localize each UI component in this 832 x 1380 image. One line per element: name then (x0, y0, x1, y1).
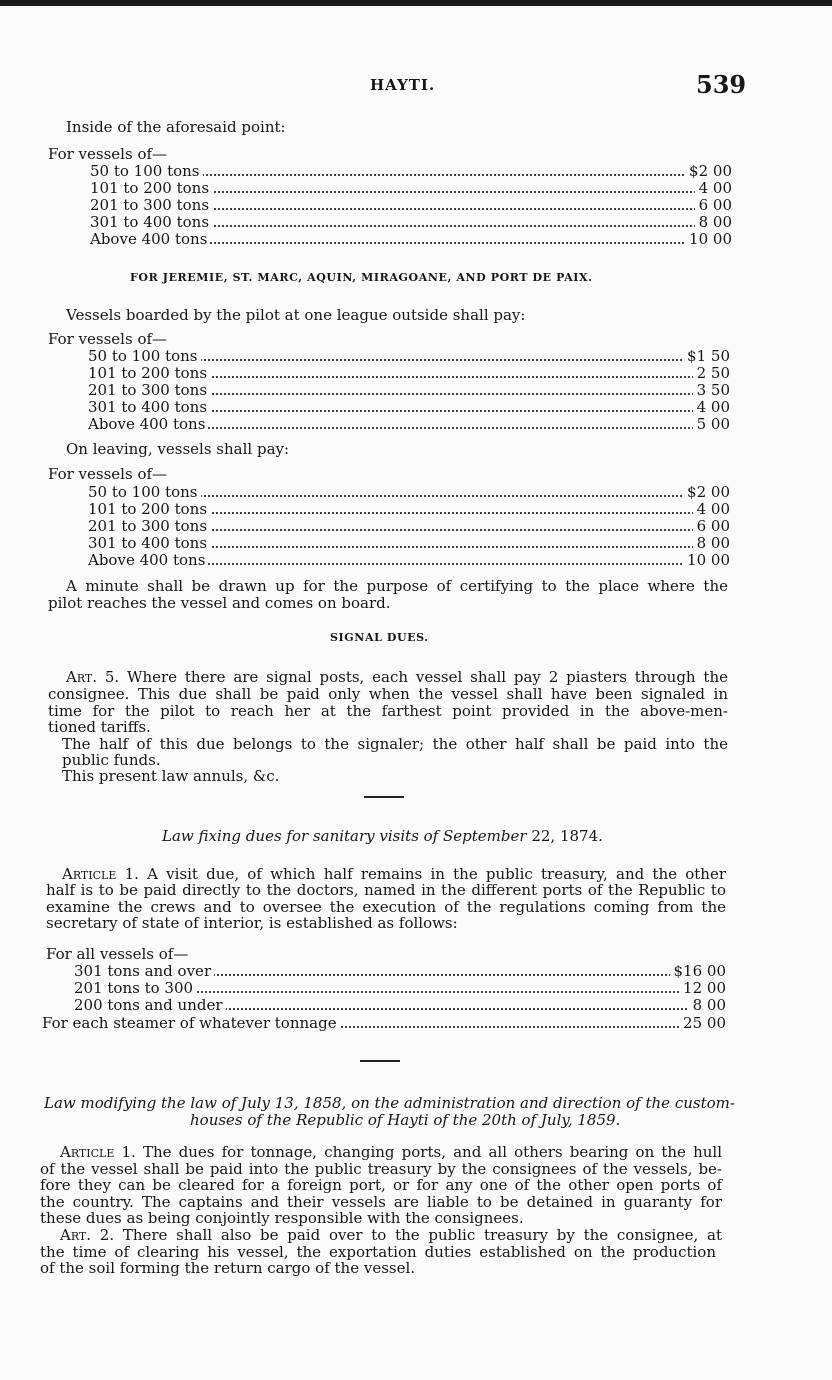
tariff-row-amount: 6 00 (695, 197, 732, 214)
tariff-row-amount: 8 00 (689, 997, 726, 1014)
tariff-row (80, 348, 730, 365)
sanitary-line-4: secretary of state of interior, is established as follows: (46, 914, 458, 932)
leaving-intro: On leaving, vessels shall pay: (66, 440, 290, 458)
tariff-row-label: Above 400 tons (88, 552, 208, 569)
tariff-row-amount: $16 00 (670, 963, 727, 980)
steamer-label: For each steamer of whatever tonnage (42, 1015, 340, 1032)
modifying-art1-line-1-text: 1. The dues for tonnage, changing ports, and all others bearing on the hull (114, 1143, 722, 1161)
tariff-row-label: 301 tons and over (74, 963, 214, 980)
section-divider (364, 796, 404, 798)
modifying-title-line-1: Law modifying the law of July 13, 1858, on the administration and direction of the custom- (44, 1094, 735, 1112)
tariff-row-label: 201 to 300 tons (90, 197, 212, 214)
tariff-row-label: 50 to 100 tons (90, 163, 203, 180)
tariff-row (82, 197, 732, 214)
tariff-row-label: Above 400 tons (88, 416, 208, 433)
signal-line-1-text: 5. Where there are signal posts, each vessel shall pay 2 piasters through the (97, 668, 728, 686)
sanitary-for-vessels: For all vessels of— (46, 945, 189, 963)
tariff-row (80, 382, 730, 399)
tariff-row (82, 214, 732, 231)
tariff-row-amount: 2 50 (693, 365, 730, 382)
modifying-art2-line-3: of the soil forming the return cargo of the vessel. (40, 1259, 416, 1277)
tariff-row-amount: 10 00 (685, 231, 732, 248)
signal-line-3: time for the pilot to reach her at the farthest point provided in the above-men- (48, 702, 728, 720)
running-header: HAYTI. (370, 76, 436, 94)
tariff-row (80, 484, 730, 501)
tariff-row (62, 980, 726, 997)
tariff-row-label: 101 to 200 tons (88, 365, 210, 382)
tariff-row-label: 50 to 100 tons (88, 484, 201, 501)
tariff-row (62, 963, 726, 980)
boarded-intro: Vessels boarded by the pilot at one league outside shall pay: (66, 306, 526, 324)
tariff-row (80, 518, 730, 535)
sanitary-line-3: examine the crews and to oversee the execution of the regulations coming from the (46, 898, 726, 916)
modifying-art2-line-2: the time of clearing his vessel, the exportation duties established on the production (40, 1243, 716, 1261)
tariff-row-label: Above 400 tons (90, 231, 210, 248)
tariff-row-amount: 10 00 (683, 552, 730, 569)
tariff-row-amount: $2 00 (685, 163, 732, 180)
sanitary-art-label: Article (62, 865, 117, 883)
signal-line-4: tioned tariffs. (48, 718, 151, 736)
signal-line-1 (66, 669, 728, 686)
tariff-row-label: 201 to 300 tons (88, 518, 210, 535)
tariff-row (80, 416, 730, 433)
steamer-amount: 25 00 (679, 1015, 726, 1032)
modifying-art1-line-4: the country. The captains and their vessels are liable to be detained in guaranty for (40, 1193, 722, 1211)
tariff-row (82, 180, 732, 197)
tariff-row-amount: 8 00 (693, 535, 730, 552)
signal-line-5: The half of this due belongs to the signaler; the other half shall be paid into the (62, 735, 728, 753)
sanitary-title-b: 22, 1874 (531, 827, 599, 845)
tariff-row-label: 101 to 200 tons (90, 180, 212, 197)
sanitary-title-c: . (598, 827, 603, 845)
minute-line-1: A minute shall be drawn up for the purpose of certifying to the place where the (66, 577, 728, 595)
tariff-row-label: 200 tons and under (74, 997, 226, 1014)
tariff-row-amount: 4 00 (695, 180, 732, 197)
tariff-row-amount: 12 00 (679, 980, 726, 997)
modifying-art1-line-3: fore they can be cleared for a foreign port, or for any one of the other open ports of (40, 1176, 722, 1194)
modifying-art1-line-1 (60, 1144, 722, 1161)
modifying-art1-label: Article (60, 1143, 115, 1161)
tariff-row-amount: 4 00 (693, 399, 730, 416)
tariff-row-label: 201 to 300 tons (88, 382, 210, 399)
signal-heading: SIGNAL DUES. (330, 631, 429, 644)
inside-for-vessels: For vessels of— (48, 145, 168, 163)
sanitary-line-1-text: 1. A visit due, of which half remains in the public treasury, and the other (116, 865, 726, 883)
tariff-row (80, 501, 730, 518)
tariff-row (80, 535, 730, 552)
modifying-art1-line-2: of the vessel shall be paid into the public treasury by the consignees of the vessels, be- (40, 1160, 722, 1178)
tariff-row-amount: 4 00 (693, 501, 730, 518)
leaving-for-vessels: For vessels of— (48, 465, 168, 483)
tariff-row-amount: 8 00 (695, 214, 732, 231)
tariff-row (80, 365, 730, 382)
tariff-row (80, 399, 730, 416)
steamer-row (42, 1015, 726, 1032)
signal-line-2: consignee. This due shall be paid only when the vessel shall have been signaled in (48, 685, 728, 703)
tariff-row (80, 552, 730, 569)
section-divider-2 (360, 1060, 400, 1062)
tariff-row-label: 201 tons to 300 (74, 980, 196, 997)
tariff-row-label: 50 to 100 tons (88, 348, 201, 365)
tariff-row (82, 231, 732, 248)
tariff-row-label: 301 to 400 tons (88, 535, 210, 552)
tariff-row-label: 301 to 400 tons (90, 214, 212, 231)
signal-line-6: public funds. (62, 751, 161, 769)
modifying-art2-line-1-text: 2. There shall also be paid over to the public treasury by the consignee, at (91, 1226, 722, 1244)
tariff-row (62, 997, 726, 1014)
modifying-art1-line-5: these dues as being conjointly responsible with the consignees. (40, 1209, 524, 1227)
jeremie-heading: FOR JEREMIE, ST. MARC, AQUIN, MIRAGOANE, AND PORT DE PAIX. (130, 271, 593, 284)
boarded-for-vessels: For vessels of— (48, 330, 168, 348)
page-number: 539 (696, 70, 747, 99)
modifying-art2-label: Art. (60, 1226, 92, 1244)
tariff-row-label: 101 to 200 tons (88, 501, 210, 518)
modifying-title-line-2: houses of the Republic of Hayti of the 20th of July, 1859. (190, 1111, 621, 1129)
sanitary-title (162, 828, 603, 845)
signal-line-7: This present law annuls, &c. (62, 767, 280, 785)
modifying-art2-line-1 (60, 1227, 722, 1244)
signal-art-label: Art. (66, 668, 98, 686)
tariff-row (82, 163, 732, 180)
tariff-row-amount: 3 50 (693, 382, 730, 399)
tariff-row-label: 301 to 400 tons (88, 399, 210, 416)
sanitary-title-a: Law fixing dues for sanitary visits of September (162, 827, 532, 845)
sanitary-line-2: half is to be paid directly to the doctors, named in the different ports of the Republic to (46, 881, 726, 899)
tariff-row-amount: $2 00 (683, 484, 730, 501)
page-top-edge (0, 0, 832, 6)
tariff-row-amount: 5 00 (693, 416, 730, 433)
inside-intro: Inside of the aforesaid point: (66, 118, 286, 136)
tariff-row-amount: $1 50 (683, 348, 730, 365)
minute-line-2: pilot reaches the vessel and comes on board. (48, 594, 391, 612)
tariff-row-amount: 6 00 (693, 518, 730, 535)
